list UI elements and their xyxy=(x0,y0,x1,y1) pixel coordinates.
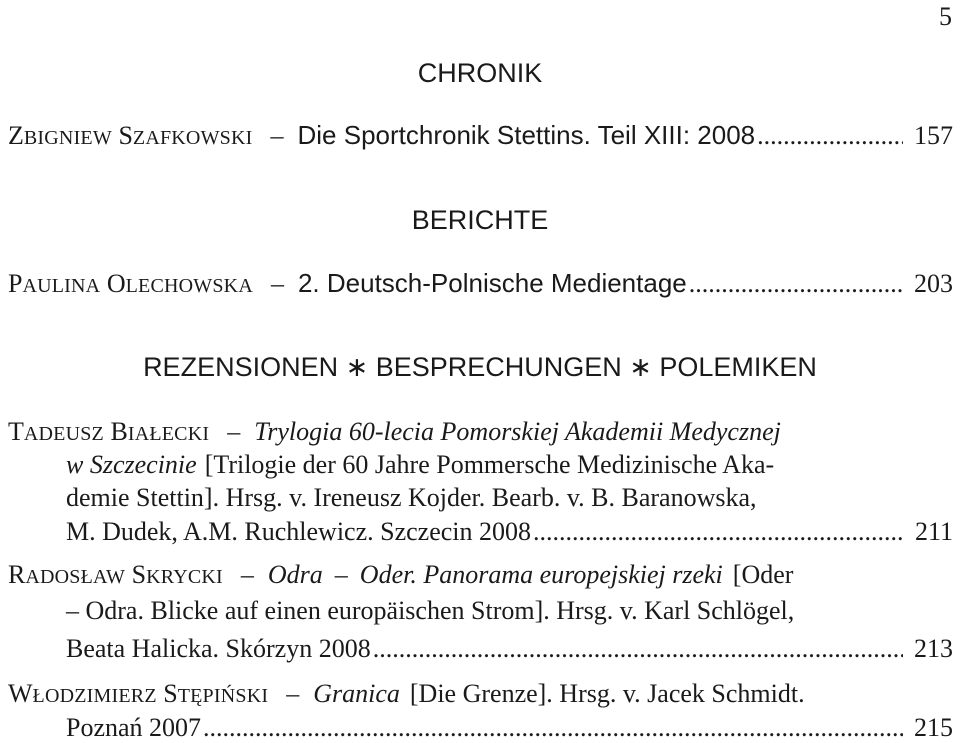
author-name: WŁODZIMIERZ STĘPIŃSKI xyxy=(8,679,269,708)
toc-entry-skrycki-line-2 xyxy=(66,596,953,626)
toc-entry-stepinski-line-2 xyxy=(66,713,953,743)
dash: – xyxy=(270,269,284,298)
entry-text: [Trilogie der 60 Jahre Pommersche Medizinische Aka- xyxy=(204,450,775,479)
entry-title-italic: w Szczecinie xyxy=(66,450,197,479)
toc-entry-skrycki-line-1[interactable] xyxy=(8,560,953,590)
page-number: 5 xyxy=(939,2,952,31)
entry-text: – Odra. Blicke auf einen europäischen Strom]. Hrsg. v. Karl Schlögel, xyxy=(66,596,795,625)
page-ref: 213 xyxy=(914,634,953,663)
toc-entry-szafkowski[interactable] xyxy=(8,120,953,151)
toc-entry-bialecki-line-1[interactable] xyxy=(8,417,953,447)
toc-entry-olechowska[interactable] xyxy=(8,268,953,299)
dot-leader xyxy=(533,517,903,547)
entry-text: Poznań 2007 xyxy=(66,713,202,742)
toc-entry-bialecki-line-3 xyxy=(66,483,953,513)
section-heading-chronik: CHRONIK xyxy=(417,58,543,88)
author-name: TADEUSZ BIAŁECKI xyxy=(8,417,210,446)
entry-title-italic: Granica xyxy=(313,679,400,708)
entry-title: Die Sportchronik Stettins. Teil XIII: 2008 xyxy=(297,120,756,150)
dash: – xyxy=(227,417,241,446)
author-name: PAULINA OLECHOWSKA xyxy=(8,269,253,298)
toc-entry-bialecki-line-2 xyxy=(66,450,953,480)
dot-leader xyxy=(689,269,903,299)
dash: – xyxy=(240,560,254,589)
entry-title-italic: – xyxy=(334,560,348,589)
author-name: RADOSŁAW SKRYCKI xyxy=(8,560,223,589)
toc-entry-bialecki-line-4 xyxy=(66,517,953,547)
dot-leader xyxy=(373,634,903,664)
dot-leader xyxy=(757,121,903,151)
entry-text: demie Stettin]. Hrsg. v. Ireneusz Kojder. Bearb. v. B. Baranowska, xyxy=(66,483,757,512)
entry-title-italic: Trylogia 60-lecia Pomorskiej Akademii Medycznej xyxy=(254,417,781,446)
section-heading-rezensionen: REZENSIONEN ∗ BESPRECHUNGEN ∗ POLEMIKEN xyxy=(143,352,817,382)
entry-text: Beata Halicka. Skórzyn 2008 xyxy=(66,634,371,663)
toc-entry-skrycki-line-3 xyxy=(66,634,953,664)
dash: – xyxy=(286,679,300,708)
toc-entry-stepinski-line-1[interactable] xyxy=(8,679,953,709)
page-ref: 203 xyxy=(914,269,953,298)
section-heading-berichte: BERICHTE xyxy=(411,205,549,235)
entry-title-italic: Oder. Panorama europejskiej rzeki xyxy=(359,560,723,589)
dash: – xyxy=(270,121,284,150)
entry-text: [Die Grenze]. Hrsg. v. Jacek Schmidt. xyxy=(409,679,805,708)
dot-leader xyxy=(203,713,903,743)
page-ref: 215 xyxy=(914,713,953,742)
entry-text: [Oder xyxy=(732,560,794,589)
page-ref: 211 xyxy=(914,517,953,546)
author-name: ZBIGNIEW SZAFKOWSKI xyxy=(8,121,253,150)
entry-title: 2. Deutsch-Polnische Medientage xyxy=(297,268,687,298)
page-ref: 157 xyxy=(914,121,953,150)
entry-text: M. Dudek, A.M. Ruchlewicz. Szczecin 2008 xyxy=(66,517,532,546)
entry-title-italic: Odra xyxy=(267,560,323,589)
